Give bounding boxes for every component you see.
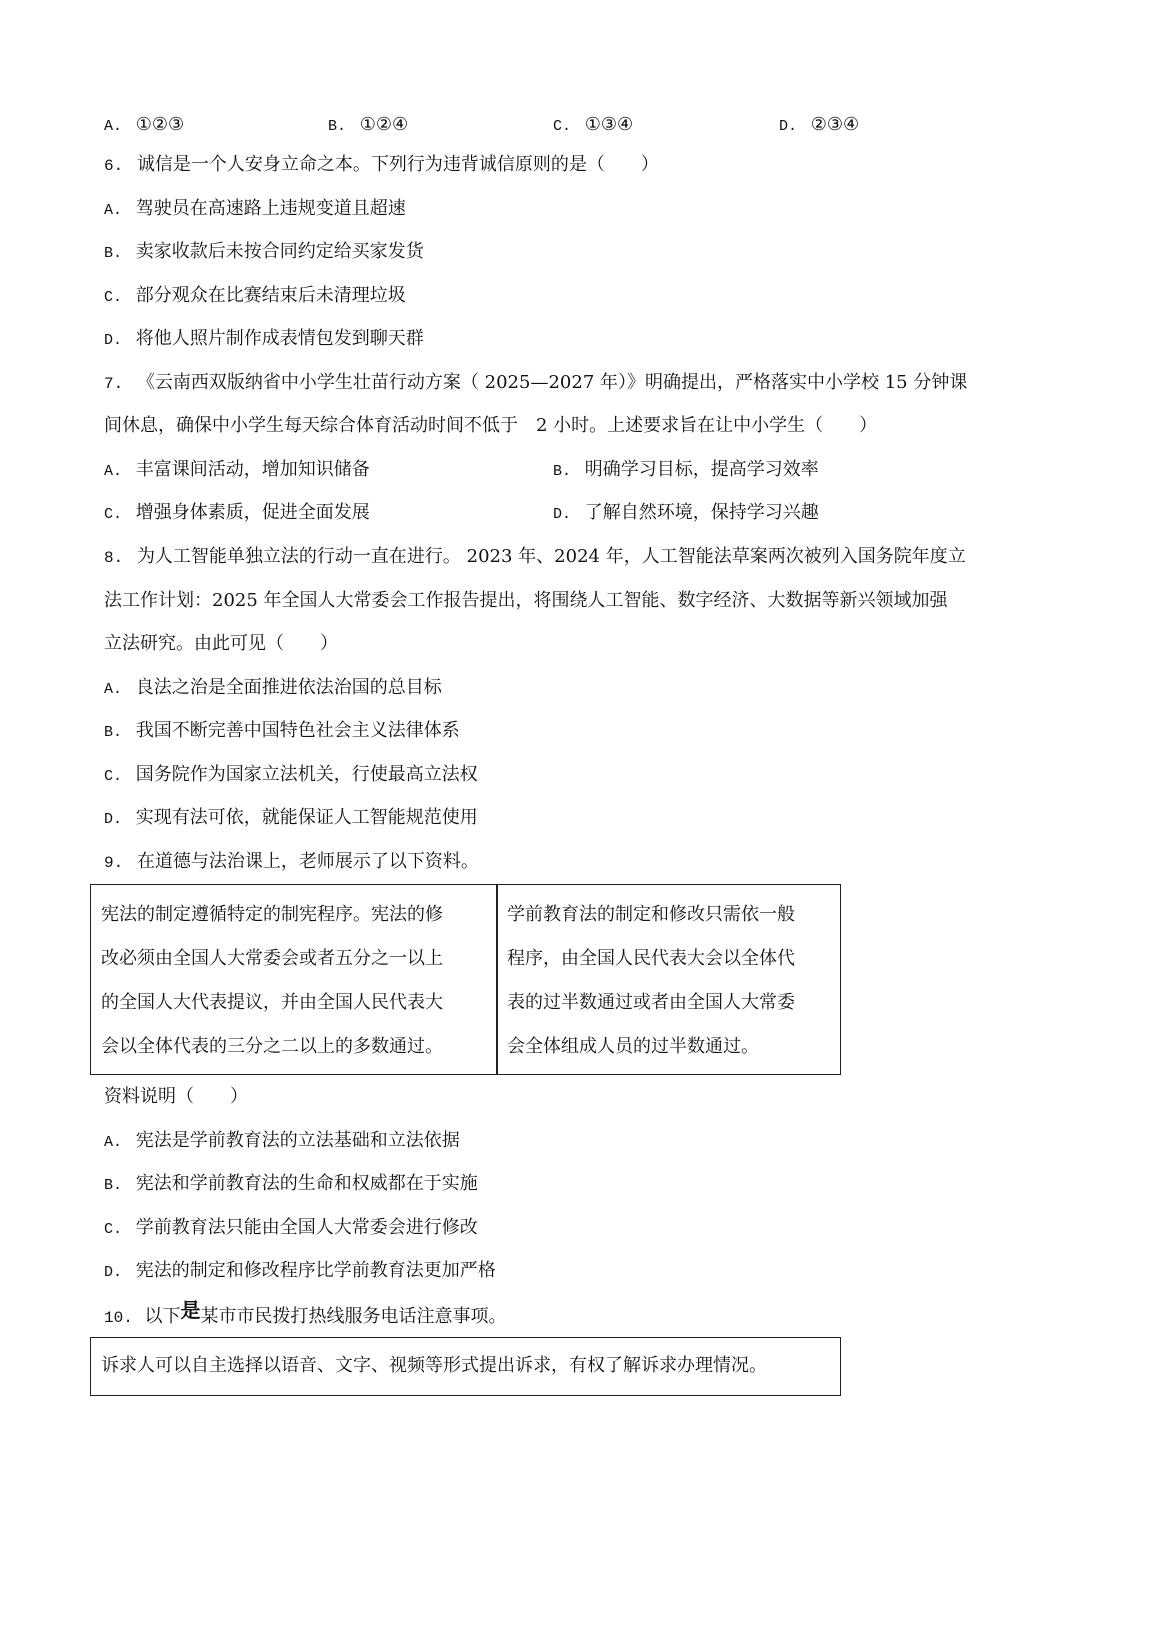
option-text: 卖家收款后未按合同约定给买家发货 xyxy=(135,241,424,262)
cell-line: 的全国人大代表提议，并由全国人民代表大 xyxy=(101,992,443,1013)
option-text: 良法之治是全面推进依法治国的总目标 xyxy=(135,677,442,698)
q8-option-c xyxy=(104,763,478,789)
q9-after-text: 资料说明（ ） xyxy=(104,1086,248,1107)
q7-option-a xyxy=(104,458,370,484)
option-letter: D. xyxy=(553,506,572,523)
q8-stem-line3: 立法研究。由此可见（ ） xyxy=(104,633,338,654)
q5-option-c xyxy=(553,113,633,139)
option-text: 学前教育法只能由全国人大常委会进行修改 xyxy=(135,1217,478,1238)
q8-stem-line1 xyxy=(104,545,966,570)
question-stem: 在道德与法治课上，老师展示了以下资料。 xyxy=(136,851,479,872)
option-text: ①②④ xyxy=(359,114,409,135)
option-text: 部分观众在比赛结束后未清理垃圾 xyxy=(135,285,406,306)
option-text: 驾驶员在高速路上违规变道且超速 xyxy=(135,198,406,219)
question-stem: 诚信是一个人安身立命之本。下列行为违背诚信原则的是（ ） xyxy=(136,154,659,175)
option-text: 将他人照片制作成表情包发到聊天群 xyxy=(135,328,424,349)
option-text: 实现有法可依，就能保证人工智能规范使用 xyxy=(135,807,478,828)
question-number: 7. xyxy=(104,375,124,393)
cell-line: 学前教育法的制定和修改只需依一般 xyxy=(507,904,795,925)
option-text: ①③④ xyxy=(584,114,634,135)
q7-option-d xyxy=(553,501,819,527)
option-text: 宪法的制定和修改程序比学前教育法更加严格 xyxy=(135,1260,496,1281)
q9-option-c xyxy=(104,1216,478,1242)
q7-stem-line2: 间休息，确保中小学生每天综合体育活动时间不低于 2 小时。上述要求旨在让中小学生（ ） xyxy=(104,415,878,436)
option-text: 丰富课间活动，增加知识储备 xyxy=(135,459,370,480)
q5-option-b xyxy=(328,113,408,139)
question-number: 9. xyxy=(104,854,124,872)
cell-line: 程序，由全国人民代表大会以全体代 xyxy=(507,948,795,969)
option-letter: D. xyxy=(779,118,798,135)
q10-stem xyxy=(104,1298,507,1330)
material-table xyxy=(90,884,841,1075)
cell-line: 会以全体代表的三分之二以上的多数通过。 xyxy=(101,1036,443,1057)
option-letter: A. xyxy=(104,118,123,135)
question-number: 10. xyxy=(104,1309,133,1327)
option-letter: C. xyxy=(104,506,123,523)
material-right-cell xyxy=(507,893,795,1069)
question-number: 6. xyxy=(104,157,124,175)
hotline-notice-box xyxy=(90,1337,841,1396)
question-stem: 《云南西双版纳省中小学生壮苗行动方案（ 2025—2027 年）》明确提出，严格落实中小学校 15 分钟课 xyxy=(136,372,968,393)
q5-option-a xyxy=(104,113,184,139)
q6-stem xyxy=(104,153,659,178)
q8-option-a xyxy=(104,676,442,702)
q8-option-d xyxy=(104,806,478,832)
option-text: 明确学习目标，提高学习效率 xyxy=(584,459,819,480)
q9-option-a xyxy=(104,1129,460,1155)
option-letter: C. xyxy=(104,768,123,785)
option-letter: B. xyxy=(328,118,347,135)
option-letter: A. xyxy=(104,681,123,698)
question-stem: 为人工智能单独立法的行动一直在进行。 2023 年、2024 年，人工智能法草案两次被列入国务院年度立 xyxy=(136,546,966,567)
cell-line: 宪法的制定遵循特定的制宪程序。宪法的修 xyxy=(101,904,443,925)
option-letter: B. xyxy=(553,463,572,480)
q6-option-b xyxy=(104,240,424,266)
option-text: 国务院作为国家立法机关，行使最高立法权 xyxy=(135,764,478,785)
table-divider xyxy=(496,885,498,1074)
cell-line: 改必须由全国人大常委会或者五分之一以上 xyxy=(101,948,443,969)
option-letter: C. xyxy=(553,118,572,135)
option-letter: B. xyxy=(104,1177,123,1194)
question-stem-pre: 以下 xyxy=(144,1306,181,1327)
cell-line: 表的过半数通过或者由全国人大常委 xyxy=(507,992,795,1013)
q7-option-b xyxy=(553,458,819,484)
question-number: 8. xyxy=(104,549,124,567)
question-stem-post: 某市市民拨打热线服务电话注意事项。 xyxy=(200,1306,507,1327)
q5-option-d xyxy=(779,113,859,139)
q9-option-d xyxy=(104,1259,496,1285)
option-letter: D. xyxy=(104,811,123,828)
option-text: 宪法和学前教育法的生命和权威都在于实施 xyxy=(135,1173,478,1194)
q7-option-c xyxy=(104,501,370,527)
q6-option-c xyxy=(104,284,406,310)
material-left-cell xyxy=(101,893,443,1069)
q6-option-d xyxy=(104,327,424,353)
option-letter: A. xyxy=(104,202,123,219)
option-letter: B. xyxy=(104,245,123,262)
option-letter: D. xyxy=(104,1264,123,1281)
option-letter: A. xyxy=(104,463,123,480)
option-letter: C. xyxy=(104,289,123,306)
option-text: ①②③ xyxy=(135,114,185,135)
option-text: 我国不断完善中国特色社会主义法律体系 xyxy=(135,720,460,741)
q9-option-b xyxy=(104,1172,478,1198)
q8-option-b xyxy=(104,719,460,745)
question-stem-bold: 是 xyxy=(180,1298,201,1322)
q9-stem xyxy=(104,850,479,875)
q7-stem-line1 xyxy=(104,371,967,396)
cell-line: 会全体组成人员的过半数通过。 xyxy=(507,1036,759,1057)
q8-stem-line2: 法工作计划：2025 年全国人大常委会工作报告提出，将围绕人工智能、数字经济、大数据等新兴领域加强 xyxy=(104,590,948,611)
option-letter: D. xyxy=(104,332,123,349)
q6-option-a xyxy=(104,197,406,223)
option-letter: A. xyxy=(104,1134,123,1151)
option-text: 了解自然环境，保持学习兴趣 xyxy=(584,502,819,523)
option-letter: B. xyxy=(104,724,123,741)
option-text: ②③④ xyxy=(810,114,860,135)
option-text: 宪法是学前教育法的立法基础和立法依据 xyxy=(135,1130,460,1151)
hotline-notice-text: 诉求人可以自主选择以语音、文字、视频等形式提出诉求，有权了解诉求办理情况。 xyxy=(101,1355,767,1376)
option-letter: C. xyxy=(104,1221,123,1238)
option-text: 增强身体素质，促进全面发展 xyxy=(135,502,370,523)
